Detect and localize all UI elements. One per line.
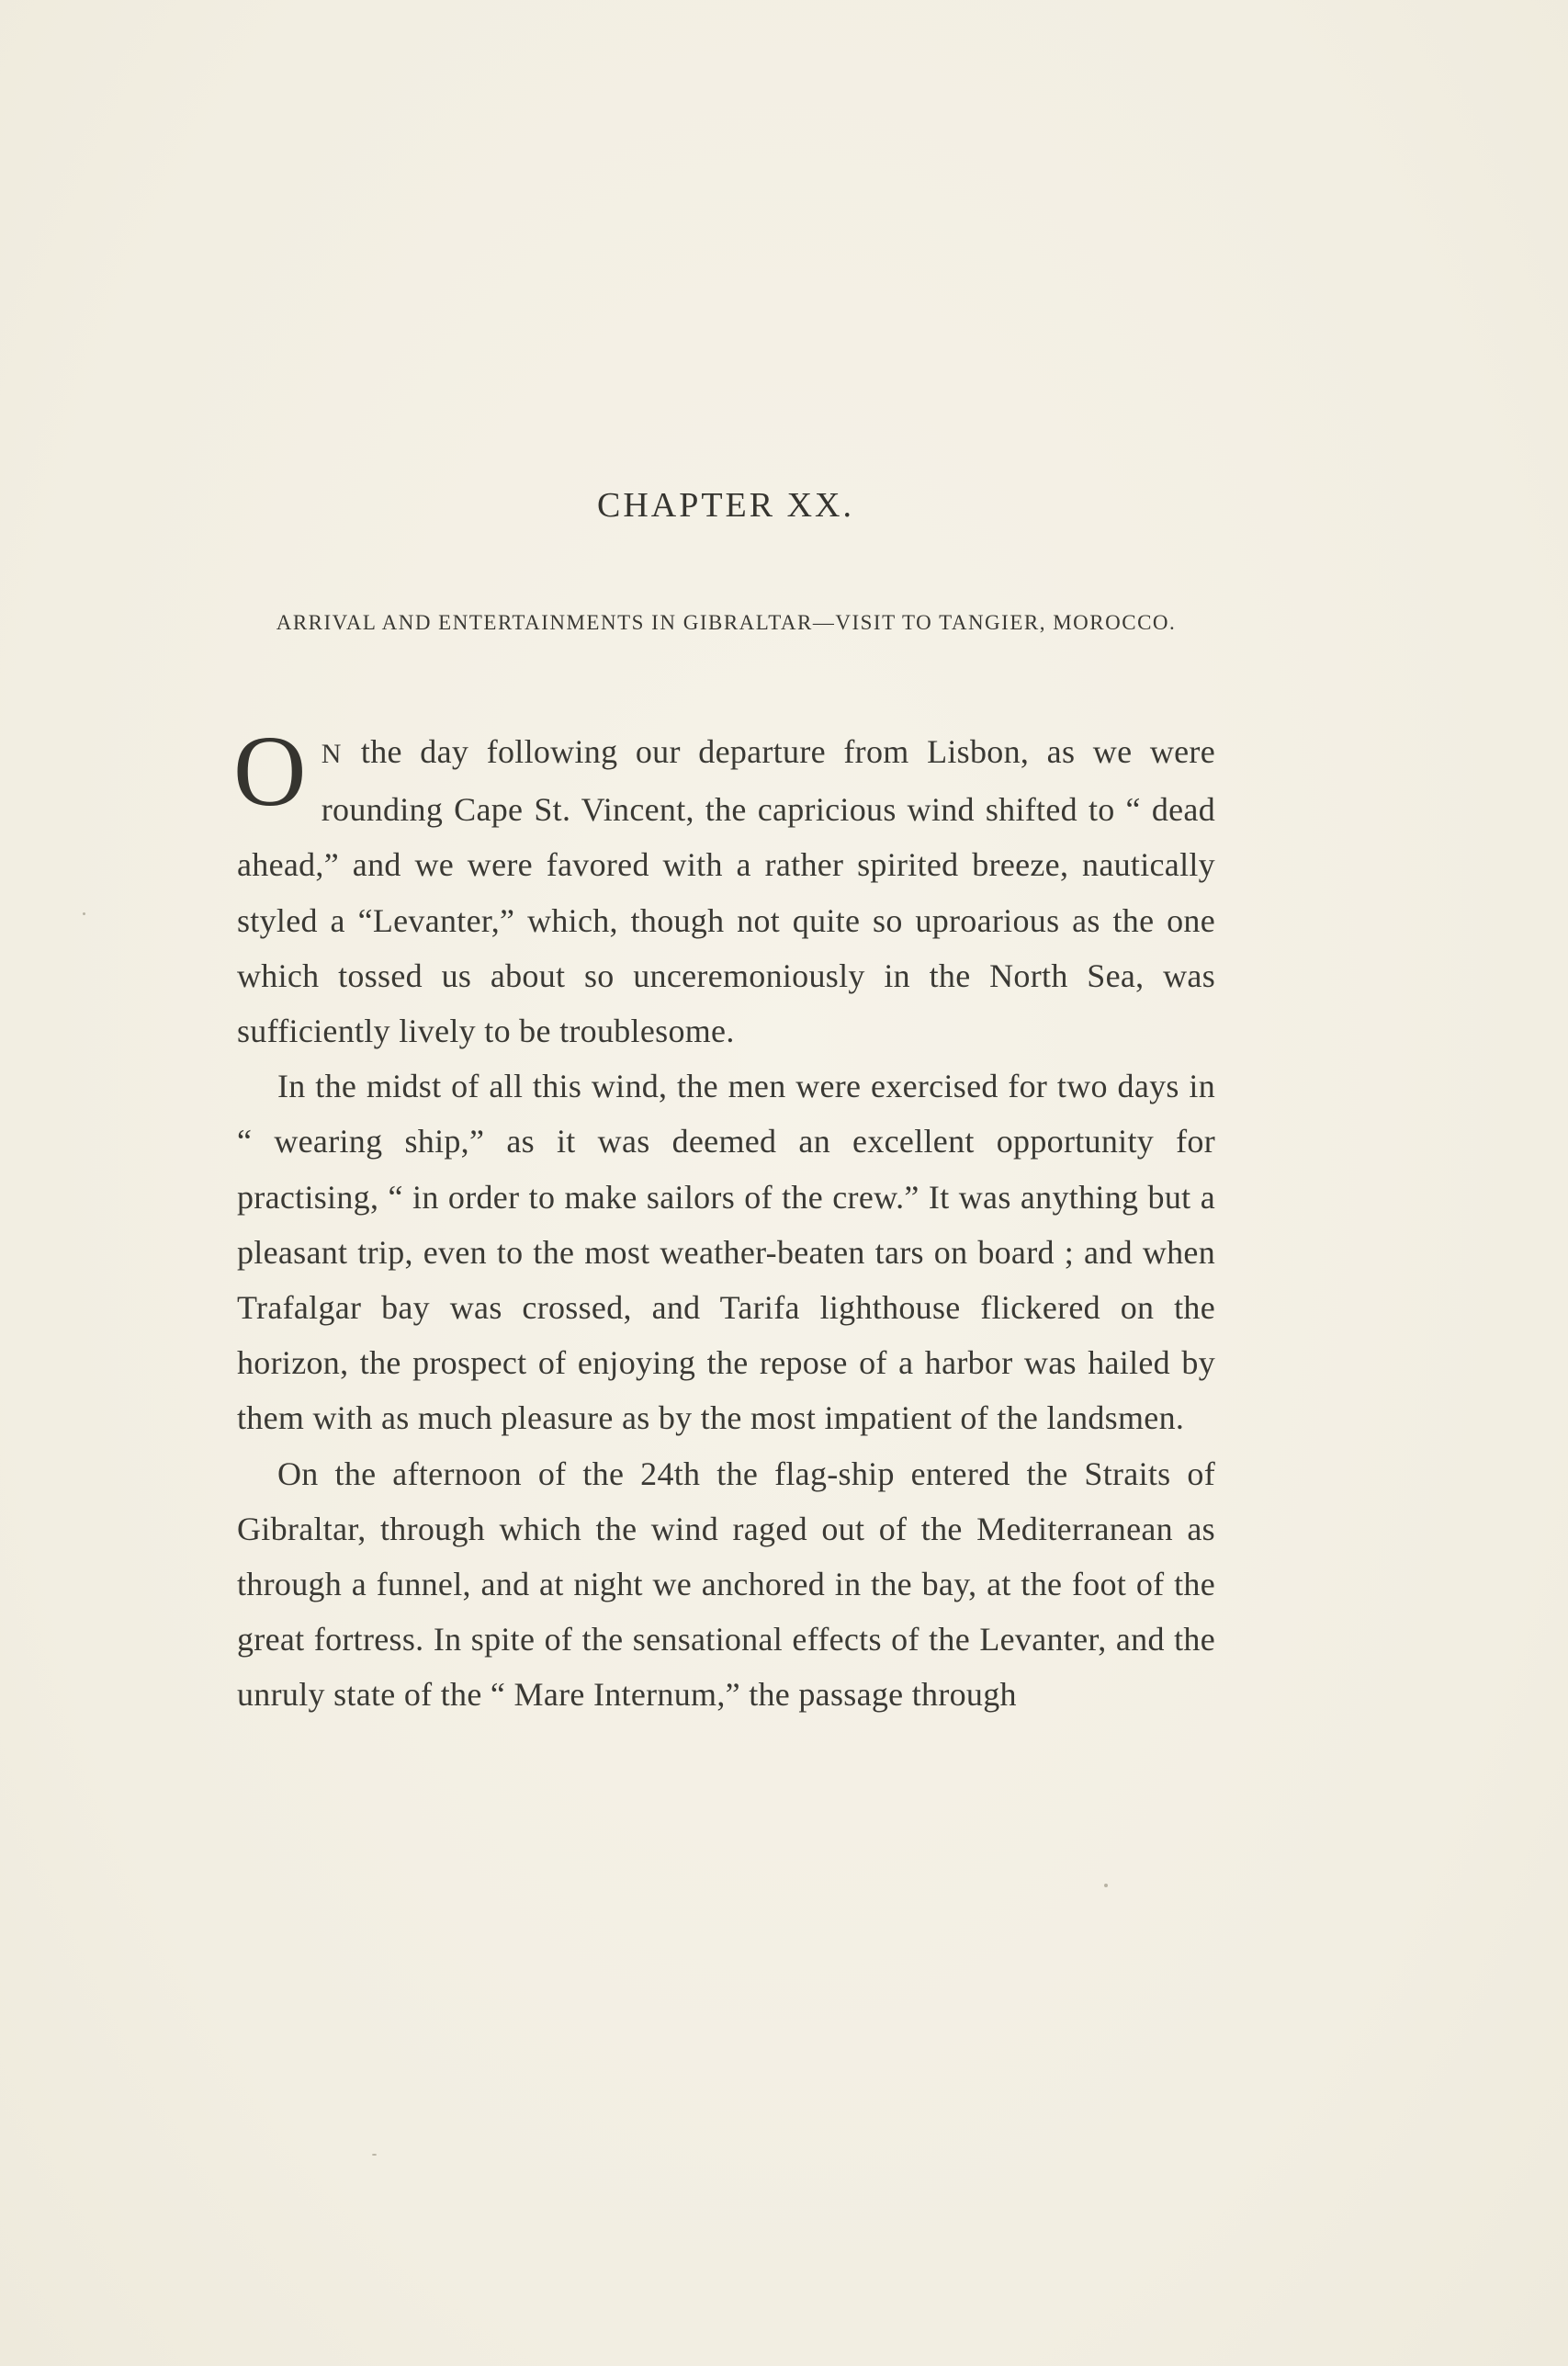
paragraph-1 bbox=[233, 715, 1215, 1058]
chapter-title: CHAPTER XX. bbox=[596, 486, 855, 525]
first-word-remainder: N bbox=[321, 739, 344, 769]
paper-speck bbox=[83, 912, 85, 915]
paragraph-3: On the afternoon of the 24th the flag-ship entered the Straits of Gibraltar, through which the wind raged out of the Mediterranean as through a funnel, and at night we anchored in the bay, at the foot of the great fortress. In spite of the sensational effects of the Levanter, and the unruly state of the “ Mare Internum,” the passage through bbox=[237, 1455, 1215, 1714]
paper-speck bbox=[372, 2154, 377, 2156]
paragraph-1-text: the day following our departure from Lisbon, as we were rounding Cape St. Vincent, the capricious wind shifted to “ dead ahead,” and we were favored with a rather spirited breeze, nautically styled a “Levanter,” which, though not quite so uproarious as the one which tossed us about so unceremoniously in the North Sea, was sufficiently lively to be troublesome. bbox=[237, 733, 1215, 1050]
drop-cap: O bbox=[233, 715, 307, 827]
paragraph-2: In the midst of all this wind, the men were exercised for two days in “ wearing ship,” as it was deemed an excellent opportunity for practising, “ in order to make sailors of the crew.” It was anything but a pleasant trip, even to the most weather-beaten tars on board ; and when Trafalgar bay was crossed, and Tarifa lighthouse flickered on the horizon, the prospect of enjoying the repose of a harbor was hailed by them with as much pleasure as by the most impatient of the landsmen. bbox=[237, 1068, 1215, 1437]
paper-speck bbox=[1104, 1884, 1108, 1887]
chapter-body bbox=[233, 715, 1215, 1723]
chapter-summary: ARRIVAL AND ENTERTAINMENTS IN GIBRALTAR—VISIT TO TANGIER, MOROCCO. bbox=[276, 611, 1177, 634]
